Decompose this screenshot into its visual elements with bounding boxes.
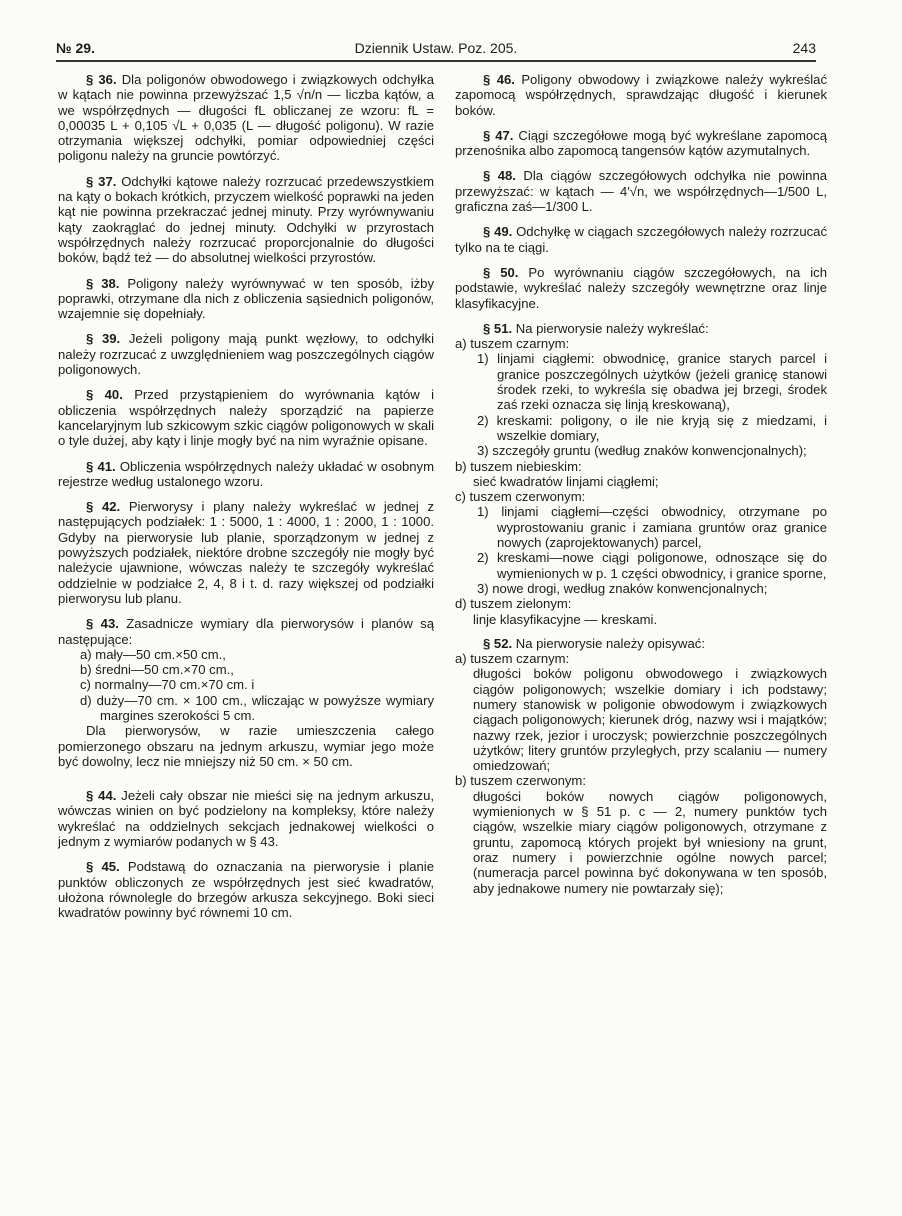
section-37: § 37. Odchyłki kątowe należy rozrzucać przedewszystkiem na kąty o bokach krótkich, przyczem wielkość poprawki na jeden kąt nie powinna przekraczać jednej minuty. Przy wyrównywaniu kąty zaokrąglać do jednej minuty. Odchyłki w przyrostach współrzędnych należy rozrzucać proporcjonalnie do długości boków, bądź też — do absolutnej wielkości przyrostów.	[58, 173, 434, 266]
list-item: 2) kreskami: poligony, o ile nie kryją się z miedzami, i wszelkie domiary,	[477, 412, 827, 443]
page-number: 243	[792, 40, 816, 56]
section-43-note: Dla pierworysów, w razie umieszczenia całego pomierzonego obszaru na jednym arkuszu, wymiar jego może być dowolny, lecz nie mniejszy niż 50 cm. × 50 cm.	[58, 723, 434, 769]
left-column	[58, 72, 434, 931]
section-39: § 39. Jeżeli poligony mają punkt węzłowy, to odchyłki należy rozrzucać z uwzględnieniem wag poszczególnych ciągów poligonowych.	[58, 331, 434, 378]
list-item: c) normalny—70 cm.×70 cm. i	[80, 677, 255, 693]
list-item: 2) kreskami—nowe ciągi poligonowe, odnoszące się do wymienionych w p. 1 części obwodnicy, i granice sporne,	[477, 550, 827, 581]
right-column	[455, 72, 827, 896]
section-42: § 42. Pierworysy i plany należy wykreślać w jednej z następujących podziałek: 1 : 5000, 1 : 4000, 1 : 2000, 1 : 1000. Gdyby na pierworysie lub planie, sporządzonym w jednej z powyższych podziałek, niektóre drobne szczegóły nie mogły być należycie ujawnione, wówczas należy te szczegóły wykreślać oddzielnie w podziałce 2, 4, 8 i t. d. razy większej od podziałki pierworysu lub planu.	[58, 499, 434, 606]
list-item-text: linje klasyfikacyjne — kreskami.	[473, 611, 658, 627]
section-46: § 46. Poligony obwodowy i związkowe należy wykreślać zapomocą współrzędnych, sprawdzając długość i kierunek boków.	[455, 72, 828, 118]
section-44: § 44. Jeżeli cały obszar nie mieści się na jednym arkuszu, wówczas winien on być podzielony na kompleksy, które należy wykreślać na oddzielnych sekcjach jednakowej wielkości o jednym z wymiarów podanych w § 43.	[58, 788, 434, 850]
list-item: 1) linjami ciągłemi: obwodnicę, granice starych parcel i granice poszczególnych użytków (jeżeli granicę stanowi środek rzeki, to wykreśla się obadwa jej brzegi, środek zaś rzeki oznacza się linją kreskowaną),	[477, 351, 827, 413]
section-38: § 38. Poligony należy wyrównywać w ten sposób, iżby poprawki, otrzymane dla nich z obliczenia sąsiednich poligonów, wzajemnie się dopełniały.	[58, 275, 435, 322]
page-header	[56, 38, 816, 62]
list-item: a) mały—50 cm.×50 cm.,	[80, 646, 226, 662]
issue-number: № 29.	[56, 40, 95, 56]
section-45: § 45. Podstawą do oznaczania na pierworysie i planie punktów obliczonych ze współrzędnych jest sieć kwadratów, ułożona równolegle do brzegów arkusza sekcyjnego. Boki sieci kwadratów powinny być równemi 10 cm.	[58, 859, 435, 921]
section-50: § 50. Po wyrównaniu ciągów szczegółowych, na ich podstawie, wykreślać należy szczegóły wewnętrzne oraz linje klasyfikacyjne.	[455, 264, 828, 311]
list-item: b) średni—50 cm.×70 cm.,	[80, 662, 234, 678]
list-item: c) tuszem czerwonym:	[455, 489, 586, 505]
section-40: § 40. Przed przystąpieniem do wyrównania kątów i obliczenia współrzędnych należy sporządzić na papierze kancelaryjnym lub szkicowym szkic ciągów poligonowych w skali o tyle dużej, aby kąty i linje mogły być na nim wyraźnie opisane.	[58, 387, 435, 449]
list-item-text: długości boków poligonu obwodowego i związkowych ciągów poligonowych; wszelkie domiary i ich podstawy; numery stanowisk w poligonie obwodowym i związkowych ciągach poligonowych; kierunek dróg, nazwy wsi i majątków; nazwy rzek, jezior i uroczysk; powierzchnie poszczególnych użytków; litery gruntów przyległych, przy scalaniu — numery omiedzowań;	[473, 666, 827, 774]
list-item-text: sieć kwadratów linjami ciągłemi;	[473, 473, 659, 489]
section-48: § 48. Dla ciągów szczegółowych odchyłka nie powinna przewyższać: w kątach — 4′√n, we współrzędnych—1/500 L, graficzna zaś—1/300 L.	[455, 168, 828, 215]
section-43: § 43. Zasadnicze wymiary dla pierworysów i planów są następujące: a) mały—50 cm.×50 cm., b) średni—50 cm.×70 cm., c) normalny—70 cm.×70 cm. i d) duży—70 cm. × 100 cm., wliczając w powyższe wymiary margines szerokości 5 cm. Dla pierworysów, w razie umieszczenia całego pomierzonego obszaru na jednym arkuszu, wymiar jego może być dowolny, lecz nie mniejszy niż 50 cm. × 50 cm.	[58, 616, 435, 769]
section-49: § 49. Odchyłkę w ciągach szczegółowych należy rozrzucać tylko na te ciągi.	[455, 224, 827, 255]
section-47: § 47. Ciągi szczegółowe mogą być wykreślane zapomocą przenośnika albo zapomocą tangensów kątów azymutalnych.	[455, 127, 827, 159]
list-item-text: długości boków nowych ciągów poligonowych, wymienionych w § 51 p. c — 2, numery punktów tych ciągów, wszelkie miary ciągów poligonowych, otrzymane z gruntu, zapomocą których projekt był wniesiony na grunt, oraz numery i powierzchnie ogólne nowych parcel; (numeracja parcel powinna być dokonywana w ten sposób, aby jednakowe numery nie powtarzały się);	[473, 788, 827, 896]
section-36: § 36. Dla poligonów obwodowego i związkowych odchyłka w kątach nie powinna przewyższać 1,5 √n/n — liczba kątów, a we współrzędnych — długości fL obliczanej ze wzoru: fL = 0,00035 L + 0,105 √L + 0,035 (L — długość poligonu). W razie otrzymania większej odchyłki, pomiar odpowiedniej części poligonu należy na gruncie powtórzyć.	[58, 72, 434, 164]
list-item: 1) linjami ciągłemi—części obwodnicy, otrzymane po wyprostowaniu granic i zamiana gruntów oraz granice nowych (zaprojektowanych) parcel,	[477, 504, 827, 551]
section-41: § 41. Obliczenia współrzędnych należy układać w osobnym rejestrze według ustalonego wzoru.	[58, 458, 434, 489]
list-item: a) tuszem czarnym:	[455, 336, 570, 352]
list-item: d) tuszem zielonym:	[455, 596, 572, 612]
list-item: 3) nowe drogi, według znaków konwencjonalnych;	[477, 580, 768, 596]
section-51: § 51. Na pierworysie należy wykreślać: a) tuszem czarnym: 1) linjami ciągłemi: obwodnicę, granice starych parcel i granice poszczególnych użytków (jeżeli granicę stanowi środek rzeki, to wykreśla się obadwa jej brzegi, środek zaś rzeki oznacza się linją kreskowaną), 2) kreskami: poligony, o ile nie kryją się z miedzami, i wszelkie domiary, 3) szczegóły gruntu (według znaków konwencjonalnych); b) tuszem niebieskim: sieć kwadratów linjami ciągłemi; c) tuszem czerwonym: 1) linjami ciągłemi—części obwodnicy, otrzymane po wyprostowaniu granic i zamiana gruntów oraz granice nowych (zaprojektowanych) parcel, 2) kreskami—nowe ciągi poligonowe, odnoszące się do wymienionych w p. 1 części obwodnicy, i granice sporne, 3) nowe drogi, według znaków konwencjonalnych; d) tuszem zielonym: linje klasyfikacyjne — kreskami.	[455, 320, 827, 627]
section-52: § 52. Na pierworysie należy opisywać: a) tuszem czarnym: długości boków poligonu obwodowego i związkowych ciągów poligonowych; wszelkie domiary i ich podstawy; numery stanowisk w poligonie obwodowym i związkowych ciągach poligonowych; kierunek dróg, nazwy wsi i majątków; nazwy rzek, jezior i uroczysk; powierzchnie poszczególnych użytków; litery gruntów przyległych, przy scalaniu — numery omiedzowań; b) tuszem czerwonym: długości boków nowych ciągów poligonowych, wymienionych w § 51 p. c — 2, numery punktów tych ciągów, wszelkie miary ciągów poligonowych, otrzymane z gruntu, zapomocą których projekt był wniesiony na grunt, oraz numery i powierzchnie ogólne nowych parcel; (numeracja parcel powinna być dokonywana w ten sposób, aby jednakowe numery nie powtarzały się);	[455, 635, 827, 896]
journal-title: Dziennik Ustaw. Poz. 205.	[354, 40, 518, 56]
list-item: b) tuszem czerwonym:	[455, 773, 586, 789]
list-item: a) tuszem czarnym:	[455, 651, 570, 667]
list-item: d) duży—70 cm. × 100 cm., wliczając w powyższe wymiary margines szerokości 5 cm.	[80, 692, 434, 723]
list-item: b) tuszem niebieskim:	[455, 458, 582, 474]
list-item: 3) szczegóły gruntu (według znaków konwencjonalnych);	[477, 443, 807, 459]
